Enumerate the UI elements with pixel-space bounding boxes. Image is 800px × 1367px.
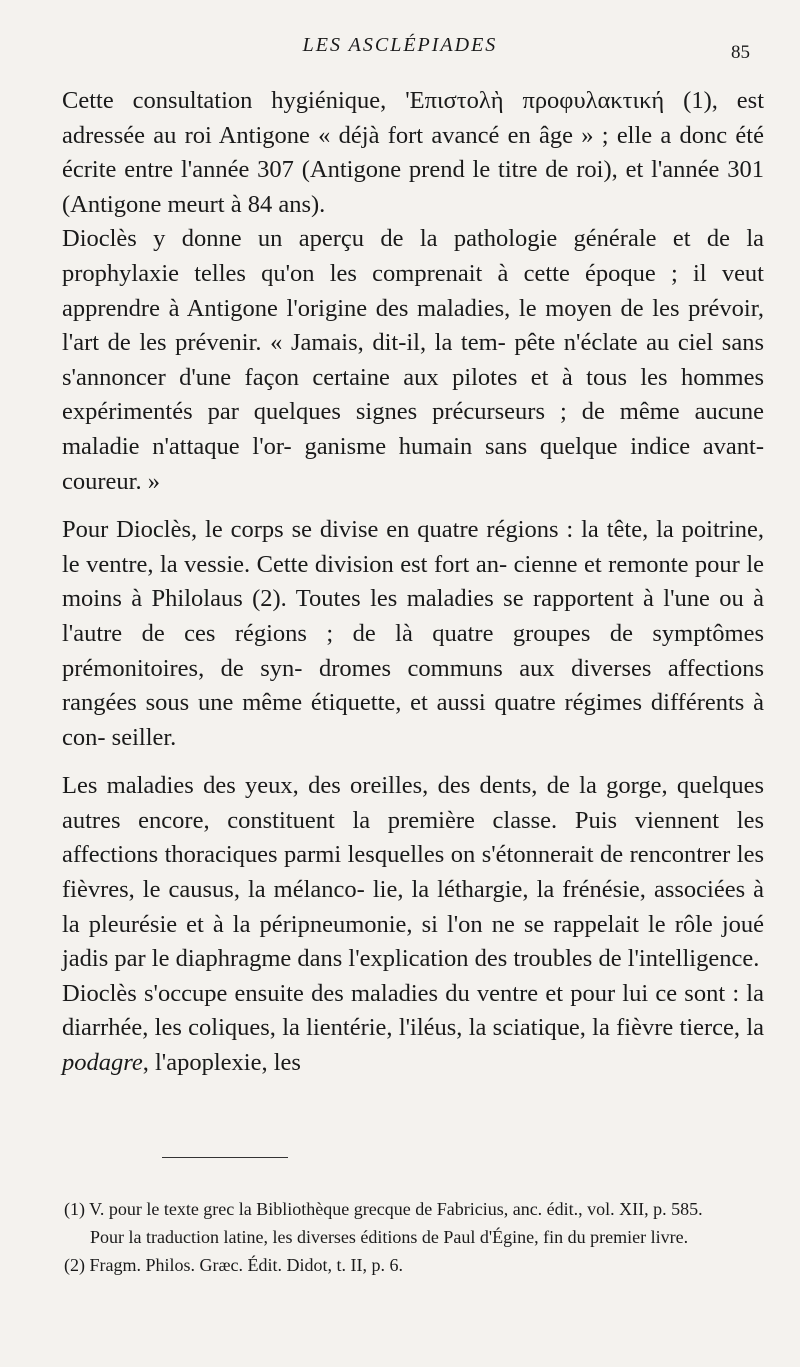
text-line: Les maladies des yeux, des oreilles, des dents, de la gorge,: [62, 772, 668, 800]
text-line: la poitrine, le ventre, la vessie. Cette division est fort an-: [62, 516, 765, 578]
text-line: de les prévoir, l'art de les prévenir. « Jamais, dit-il, la tem-: [62, 294, 765, 357]
text-line: seiller.: [111, 723, 177, 751]
text-line: cienne et remonte pour le moins à Philolaus (2). Toutes les: [62, 550, 764, 613]
paragraph-5: [62, 977, 764, 1081]
text-line: signes précurseurs ; de même aucune maladie n'attaque l'or-: [62, 398, 765, 460]
text-line: Cette consultation hygiénique, 'Επιστολὴ προφυλακτική (1),: [62, 87, 718, 114]
footnote-2: (2) Fragm. Philos. Græc. Édit. Didot, t. II, p. 6.: [64, 1255, 403, 1275]
running-title: LES ASCLÉPIADES: [302, 34, 498, 56]
text-line: ganisme humain sans quelque indice avant-coureur. »: [62, 432, 765, 495]
footnote-1: (1) V. pour le texte grec la Bibliothèque grecque de Fabricius, anc. édit., vol. XII, p. 585.: [64, 1199, 703, 1219]
footnotes: [64, 1198, 764, 1282]
footnote-1-continuation: Pour la traduction latine, les diverses éditions de Paul d'Égine, fin du premier livre.: [90, 1227, 689, 1247]
text-line: aux pilotes et à tous les hommes expérimentés par quelques: [62, 363, 765, 426]
text-line: lie, la léthargie, la frénésie, associées à la pleurésie et à la: [62, 876, 765, 938]
paragraph-1: [62, 84, 764, 222]
text-line: la prophylaxie telles qu'on les comprenait à cette époque ; il: [62, 225, 764, 287]
text-line: elle a donc été écrite entre l'année 307 (Antigone prend le: [62, 121, 764, 184]
text-line: maladies se rapportent à l'une ou à l'autre de ces régions ;: [62, 585, 765, 647]
text-line: dromes communs aux diverses affections rangées sous une: [62, 654, 765, 717]
text-line: diaphragme dans l'explication des troubles de l'intelligence.: [175, 945, 760, 973]
paragraph-2: [62, 222, 764, 499]
text-line: Pour Dioclès, le corps se divise en quatre régions : la tête,: [62, 516, 649, 544]
text-line: lui ce sont : la diarrhée, les coliques, la lientérie, l'iléus,: [62, 979, 764, 1042]
text-line: est adressée au roi Antigone « déjà fort avancé en âge » ;: [62, 87, 764, 149]
paragraph-4: [62, 769, 764, 977]
footnote-divider: [162, 1157, 288, 1158]
text-fragment: , l'apoplexie, les: [142, 1049, 301, 1077]
text-line: même étiquette, et aussi quatre régimes différents à con-: [62, 689, 765, 751]
text-line: veut apprendre à Antigone l'origine des maladies, le moyen: [62, 259, 764, 322]
text-line: s'étonnerait de rencontrer les fièvres, le causus, la mélanco-: [62, 841, 764, 904]
text-line: péripneumonie, si l'on ne se rappelait le rôle joué jadis par le: [62, 910, 765, 973]
text-line: de là quatre groupes de symptômes prémonitoires, de syn-: [62, 619, 765, 682]
text-fragment: la sciatique, la fièvre tierce, la: [468, 1014, 765, 1042]
page-number: 85: [731, 42, 750, 63]
body-text: [62, 84, 764, 1081]
running-head: [0, 30, 800, 62]
text-line: quelques autres encore, constituent la première classe.: [62, 772, 765, 834]
italic-term: podagre: [62, 1049, 143, 1077]
text-line: titre de roi), et l'année 301 (Antigone meurt à 84 ans).: [62, 156, 764, 218]
text-line: pête n'éclate au ciel sans s'annoncer d'une façon certaine: [62, 329, 764, 391]
paragraph-3: [62, 513, 764, 755]
text-line: Dioclès s'occupe ensuite des maladies du ventre et pour: [62, 979, 616, 1007]
text-line: Dioclès y donne un aperçu de la pathologie générale et de: [62, 225, 730, 253]
text-line: Puis viennent les affections thoraciques parmi lesquelles on: [62, 806, 765, 869]
